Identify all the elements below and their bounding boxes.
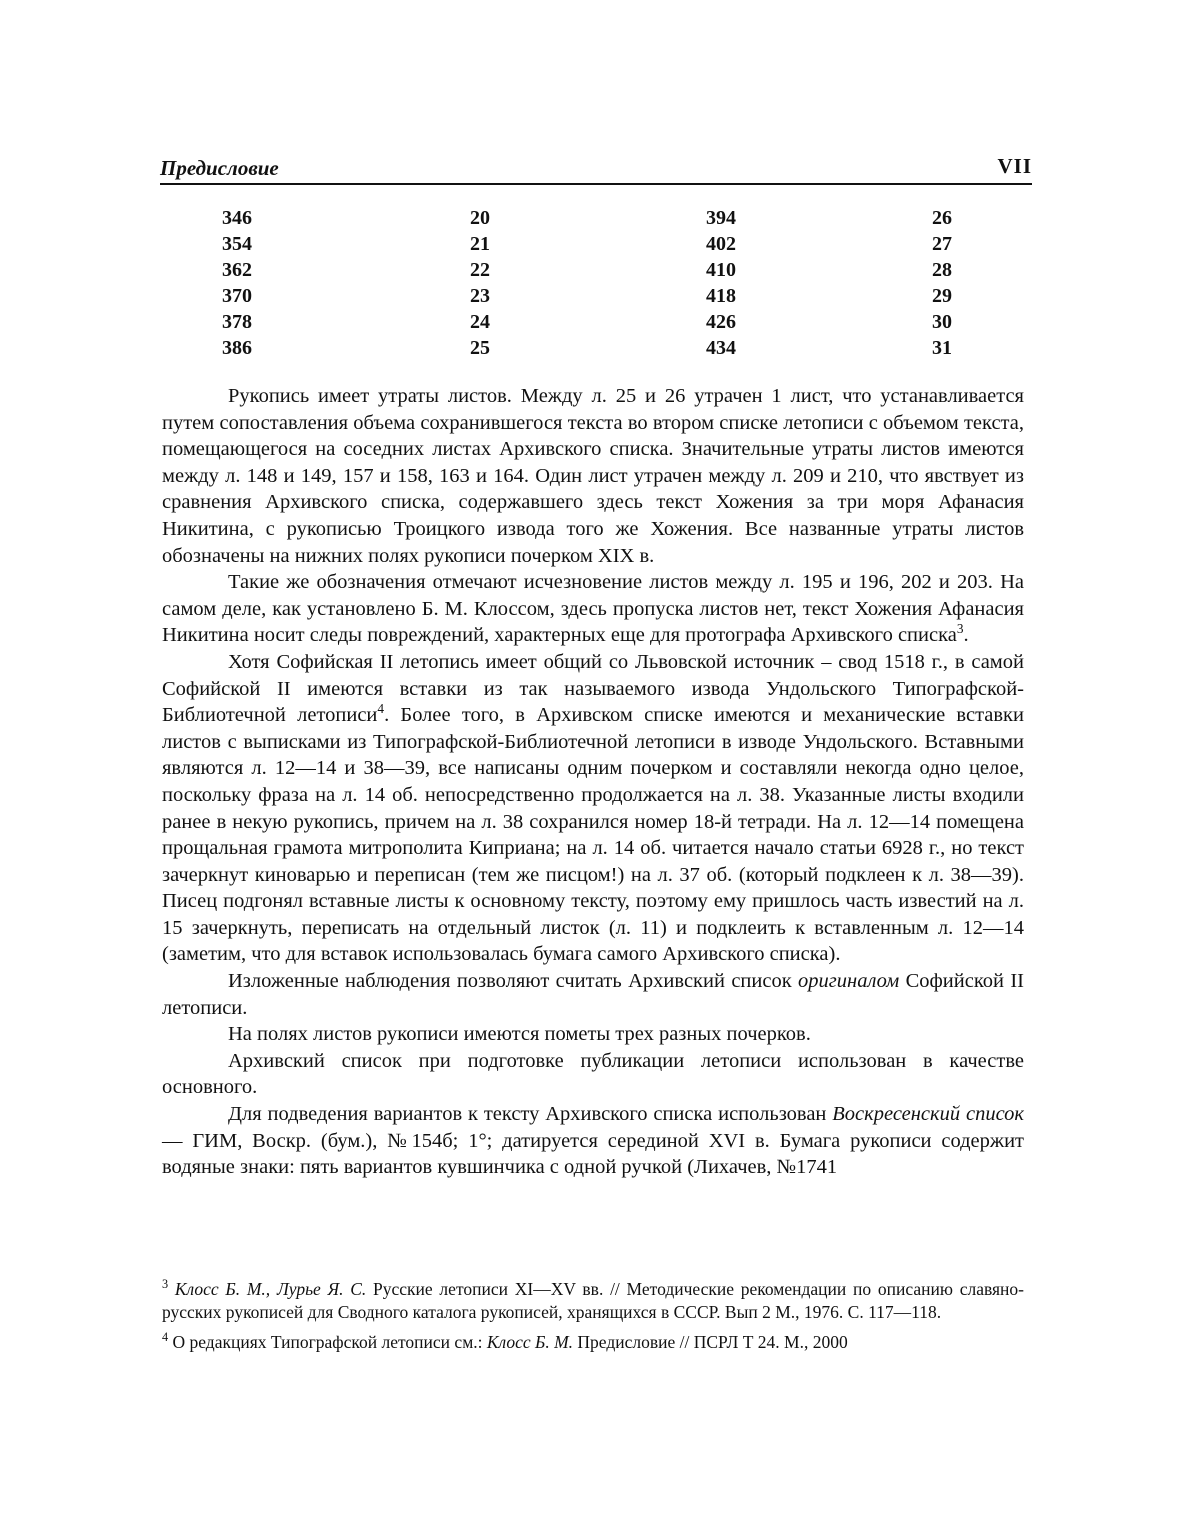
table-cell: 426 (706, 311, 736, 333)
table-cell: 386 (222, 337, 252, 359)
paragraph (162, 569, 1024, 649)
paragraph: Рукопись имеет утраты листов. Между л. 25 и 26 утрачен 1 лист, что устанавливается путем сопоставления объема сохранившегося текста во втором списке летописи с объемом текста, помещающегося на соседних листах Архивского списка. Значительные утраты листов имеются между л. 148 и 149, 157 и 158, 163 и 164. Один лист утрачен между л. 209 и 210, что явствует из сравнения Архивского списка, содержавшего здесь текст Хожения за три моря Афанасия Никитина, с рукописью Троицкого извода того же Хожения. Все названные утраты листов обозначены на нижних полях рукописи почерком XIX в. (162, 385, 1024, 567)
paragraph-text: . Более того, в Архивском списке имеются и механические вставки листов с выписками из Типографской-Библиотечной летописи в изводе Ундольского. Вставными являются л. 12—14 и 38—39, все написаны одним почерком и составляли некогда одно целое, поскольку фраза на л. 14 об. непосредственно продолжается на л. 38. Указанные листы входили ранее в некую рукопись, причем на л. 38 сохранился номер 18-й тетради. На л. 12—14 помещена прощальная грамота митрополита Киприана; на л. 14 об. читается начало статьи 6928 г., но текст зачеркнут киноварью и переписан (тем же писцом!) на л. 37 об. (который подклеен к л. 38—39). Писец подгонял вставные листы к основному тексту, поэтому ему пришлось часть известий на л. 15 зачеркнуть, переписать на отдельный листок (л. 11) и подклеить к вставленным л. 12—14 (заметим, что для вставок использовалась бумага самого Архивского списка). (162, 704, 1024, 966)
table-cell: 402 (706, 233, 736, 255)
paragraph-text: Для подведения вариантов к тексту Архивского списка использован (228, 1103, 833, 1126)
table-row (160, 231, 1032, 257)
table-cell: 25 (470, 337, 490, 359)
table-cell: 418 (706, 285, 736, 307)
paragraph: Архивский список при подготовке публикации летописи использован в качестве основного. (162, 1049, 1024, 1099)
table-cell: 20 (470, 207, 490, 229)
table-cell: 378 (222, 311, 252, 333)
footnote-ref: 3 (956, 621, 964, 637)
paragraph-text: Такие же обозначения отмечают исчезновение листов между л. 195 и 196, 202 и 203. На самом деле, как установлено Б. М. Клоссом, здесь пропуска листов нет, текст Хожения Афанасия Никитина носит следы повреждений, характерных еще для протографа Архивского списка (162, 571, 1024, 647)
page-number: VII (997, 154, 1032, 178)
table-cell: 23 (470, 285, 490, 307)
table-row (160, 205, 1032, 231)
table-row (160, 283, 1032, 309)
table-cell: 21 (470, 233, 490, 255)
folio-table (160, 205, 1032, 361)
footnote-text: Русские летописи XI—XV вв. // Методические рекомендации по описанию славяно-русских рукописей для Сводного каталога рукописей, хранящихся в СССР. Вып 2 М., 1976. С. 117—118. (162, 1279, 1024, 1322)
paragraph (162, 649, 1024, 968)
footnote-text: Предисловие // ПСРЛ Т 24. М., 2000 (573, 1332, 848, 1352)
paragraph-text: Изложенные наблюдения позволяют считать Архивский список (228, 970, 799, 993)
table-cell: 354 (222, 233, 252, 255)
table-cell: 27 (932, 233, 952, 255)
table-cell: 26 (932, 207, 952, 229)
table-cell: 22 (470, 259, 490, 281)
footnote-author: Клосс Б. М. (486, 1332, 574, 1352)
paragraph-text: Хотя Софийская II летопись имеет общий со Львовской источник – свод 1518 г., в самой Софийской II имеются вставки из так называемого извода Ундольского Типографской-Библиотечной летописи (162, 650, 1024, 727)
table-cell: 434 (706, 337, 736, 359)
footnote-number: 3 (162, 1277, 169, 1292)
footnotes (162, 1278, 1024, 1361)
table-cell: 24 (470, 311, 490, 333)
table-cell: 28 (932, 259, 952, 281)
table-cell: 370 (222, 285, 252, 307)
table-row (160, 335, 1032, 361)
emphasis: оригиналом (798, 970, 900, 993)
footnote-number: 4 (162, 1330, 169, 1345)
paragraph-text: Софийской II летописи. (162, 970, 1025, 1019)
body-text (162, 383, 1024, 1181)
header-rule (160, 183, 1032, 185)
paragraph (162, 968, 1024, 1021)
table-cell: 394 (706, 207, 736, 229)
paragraph (162, 1101, 1024, 1181)
footnote (162, 1278, 1024, 1324)
paragraph: На полях листов рукописи имеются пометы трех разных почерков. (228, 1023, 811, 1046)
table-cell: 362 (222, 259, 252, 281)
running-header (160, 152, 1032, 186)
table-cell: 29 (932, 285, 952, 307)
table-row (160, 257, 1032, 283)
table-row (160, 309, 1032, 335)
table-cell: 346 (222, 207, 252, 229)
footnote-text: О редакциях Типографской летописи см.: (168, 1332, 487, 1352)
footnote (162, 1331, 1024, 1354)
table-cell: 31 (932, 337, 952, 359)
running-title: Предисловие (160, 156, 279, 180)
table-cell: 410 (706, 259, 736, 281)
footnote-author: Клосс Б. М., Лурье Я. С. (174, 1279, 367, 1299)
footnote-ref: 4 (377, 701, 385, 717)
paragraph-text: — ГИМ, Воскр. (бум.), №154б; 1°; датируется серединой XVI в. Бумага рукописи содержит водяные знаки: пять вариантов кувшинчика с одной ручкой (Лихачев, №1741 (162, 1129, 1024, 1179)
paragraph-text: . (963, 624, 969, 647)
table-cell: 30 (932, 311, 952, 333)
emphasis: Воскресенский список (832, 1103, 1024, 1126)
